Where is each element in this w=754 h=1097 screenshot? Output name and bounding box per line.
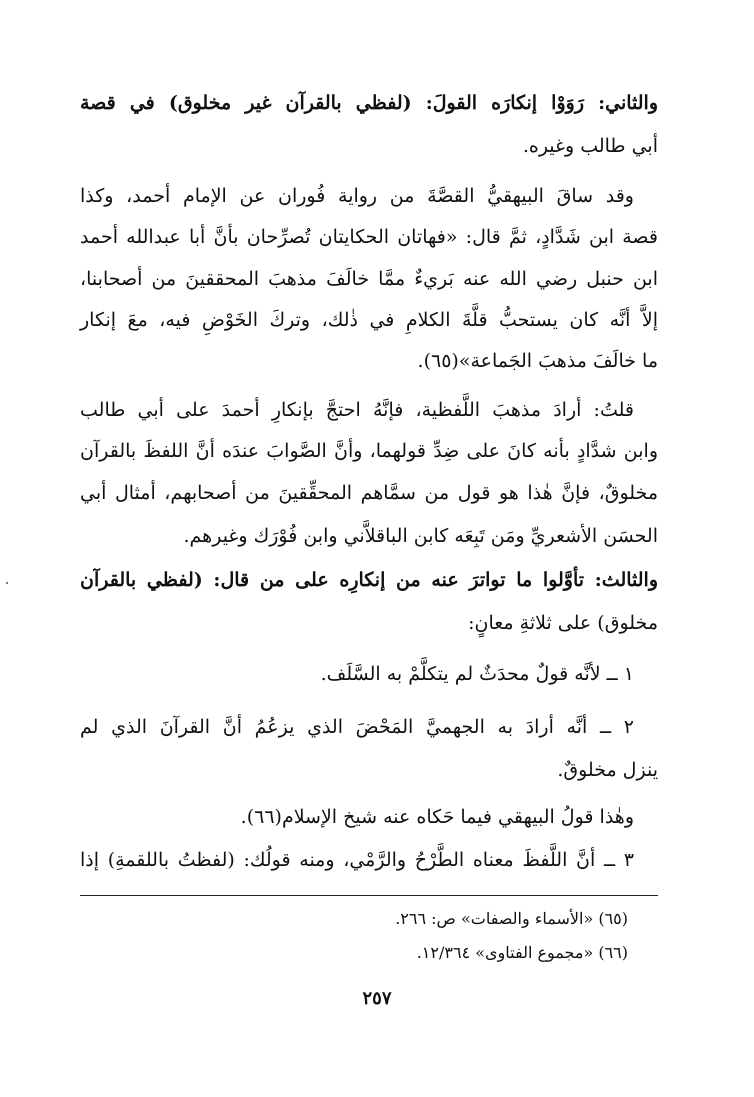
text-line: والثالث: تأوَّلوا ما تواترَ عنه من إنكارِه على من قال: (لفظي بالقرآن <box>80 569 658 591</box>
text-line: وهٰذا قولُ البيهقي فيما حَكاه عنه شيخ الإسلام(٦٦). <box>240 806 634 828</box>
text-line: والثاني: رَوَوْا إنكارَه القولَ: (لفظي بالقرآن غير مخلوق) في قصة <box>80 92 658 114</box>
scan-speck <box>6 582 8 584</box>
text-line: مخلوق) على ثلاثةِ معانٍ: <box>468 612 658 634</box>
page-number: ٢٥٧ <box>362 988 392 1009</box>
list-item-2: ٢ ــ أنَّه أرادَ به الجهميَّ المَحْضَ الذي يزعُمُ أنَّ القرآنَ الذي لم <box>80 716 634 738</box>
footnote-separator <box>80 895 658 896</box>
text-line: أبي طالب وغيره. <box>522 135 658 157</box>
text-line: ابن حنبل رضي الله عنه بَريءٌ ممَّا خالَفَ مذهبَ المحققينَ من أصحابنا، <box>80 268 658 290</box>
text-line: قلتُ: أرادَ مذهبَ اللَّفظية، فإنَّهُ احتجَّ بإنكارِ أحمدَ على أبي طالب <box>80 399 634 421</box>
list-item-3: ٣ ــ أنَّ اللَّفظَ معناه الطَّرْحُ والرَّمْي، ومنه قولُك: (لفظتُ باللقمةِ) إذا <box>80 849 634 871</box>
list-item-1: ١ ــ لأنَّه قولٌ محدَثٌ لم يتكلَّمْ به السَّلَف. <box>320 663 634 685</box>
text-line: الحسَن الأشعريِّ ومَن تَبِعَه كابن الباقلاَّني وابن فُوْرَك وغيرهم. <box>183 525 658 547</box>
text-line: ما خالَفَ مذهبَ الجَماعة»(٦٥). <box>417 350 658 372</box>
text-line: قصة ابن شَدَّادٍ، ثمَّ قال: «فهاتان الحكايتان تُصرِّحان بأنَّ أبا عبدالله أحمد <box>80 226 658 248</box>
text-line: وابن شدَّادٍ بأنه كانَ على ضِدِّ قولهما، وأنَّ الصَّوابَ عندَه أنَّ اللفظَ بالقرآن <box>80 440 658 462</box>
text-line: إلاَّ أنَّه كان يستحبُّ قلَّةَ الكلامِ في ذٰلك، وتركَ الخَوْضِ فيه، معَ إنكار <box>80 309 658 331</box>
footnote-65: (٦٥) «الأسماء والصفات» ص: ٢٦٦. <box>395 909 628 928</box>
footnote-66: (٦٦) «مجموع الفتاوى» ١٢/٣٦٤. <box>416 943 628 962</box>
text-line: وقد ساقَ البيهقيُّ القصَّةَ من رواية فُوران عن الإمام أحمد، وكذا <box>80 185 634 207</box>
text-line: ينزل مخلوقٌ. <box>557 759 658 781</box>
text-line: مخلوقٌ، فإنَّ هٰذا هو قول من سمَّاهم المحقِّقينَ من أصحابهم، أمثال أبي <box>80 482 658 504</box>
